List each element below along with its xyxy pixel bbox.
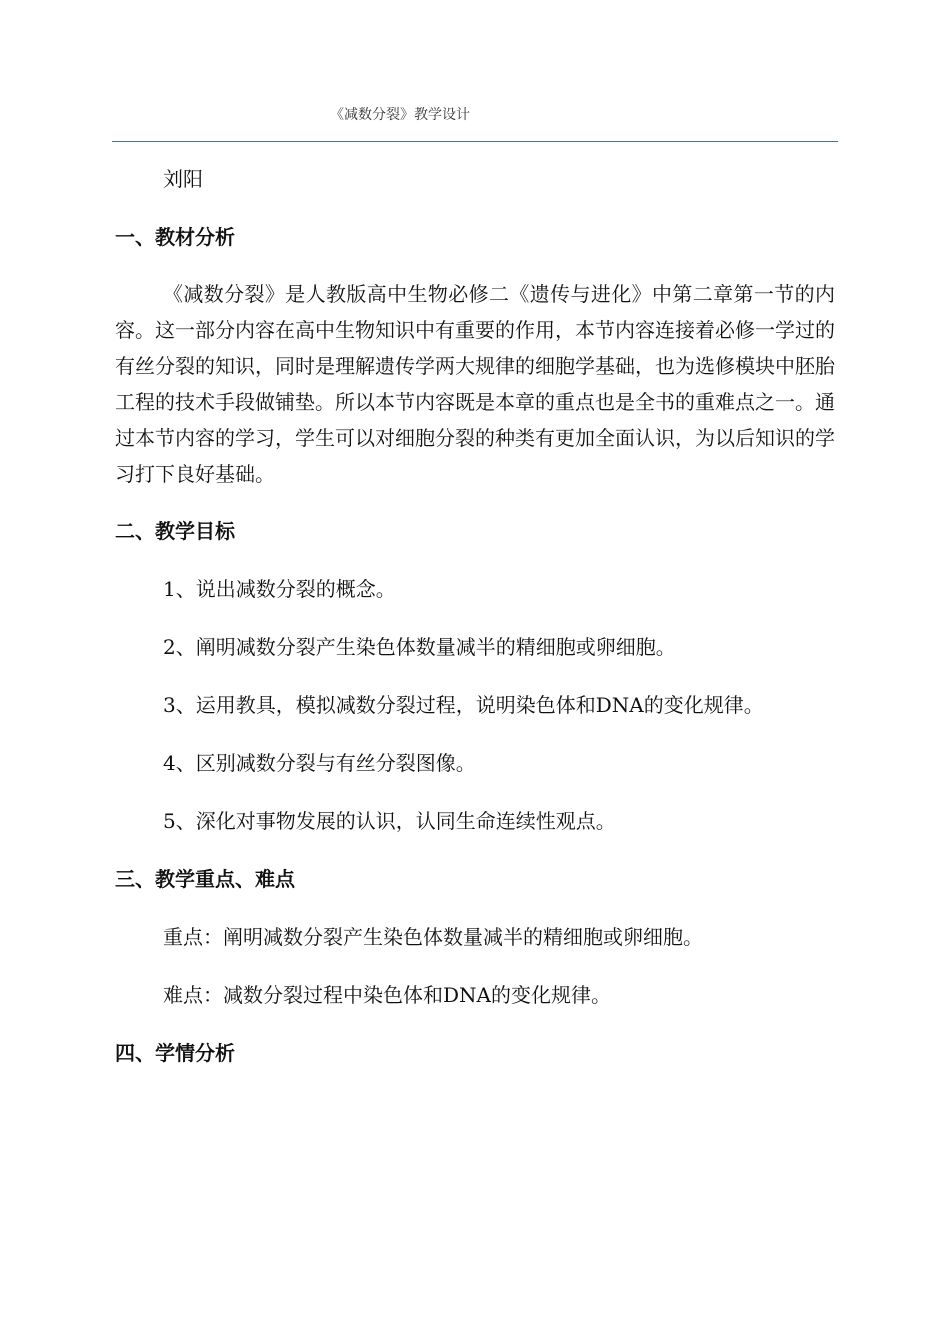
section-heading-teaching-objectives: 二、教学目标	[115, 519, 235, 543]
objective-item: 3、运用教具，模拟减数分裂过程，说明染色体和DNA的变化规律。	[163, 693, 764, 717]
objective-item: 4、区别减数分裂与有丝分裂图像。	[163, 751, 476, 775]
section-heading-textbook-analysis: 一、教材分析	[115, 225, 235, 249]
header-divider	[112, 141, 838, 142]
objective-item: 5、深化对事物发展的认识，认同生命连续性观点。	[163, 809, 616, 833]
document-body	[115, 160, 835, 1092]
section-heading-key-points: 三、教学重点、难点	[115, 867, 295, 891]
objective-item: 2、阐明减数分裂产生染色体数量减半的精细胞或卵细胞。	[163, 635, 676, 659]
author-name: 刘阳	[163, 167, 203, 191]
objective-item: 1、说出减数分裂的概念。	[163, 577, 396, 601]
section-heading-student-analysis: 四、学情分析	[115, 1041, 235, 1065]
key-point-item: 重点：阐明减数分裂产生染色体数量减半的精细胞或卵细胞。	[163, 925, 703, 949]
difficulty-item: 难点：减数分裂过程中染色体和DNA的变化规律。	[163, 983, 611, 1007]
document-header-title: 《减数分裂》教学设计	[330, 107, 470, 123]
textbook-analysis-paragraph: 《减数分裂》是人教版高中生物必修二《遗传与进化》中第二章第一节的内容。这一部分内容在高中生物知识中有重要的作用，本节内容连接着必修一学过的有丝分裂的知识，同时是理解遗传学两大规律的细胞学基础，也为选修模块中胚胎工程的技术手段做铺垫。所以本节内容既是本章的重点也是全书的重难点之一。通过本节内容的学习，学生可以对细胞分裂的种类有更加全面认识，为以后知识的学习打下良好基础。	[115, 282, 835, 486]
